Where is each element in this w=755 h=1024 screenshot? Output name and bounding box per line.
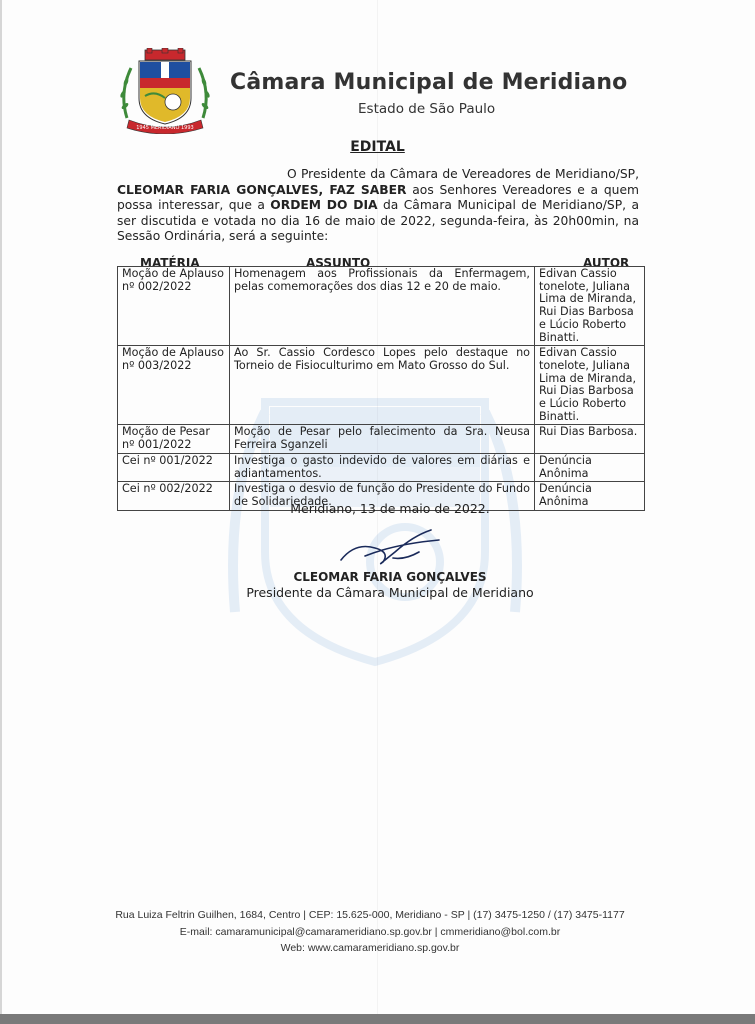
crest-ribbon-text: 1945 MERIDIANO 1993 — [136, 125, 194, 131]
agenda-table — [117, 266, 645, 511]
cell-autor: Denúncia Anônima — [535, 453, 645, 481]
intro-text-3: da Câmara Municipal de Meridiano/SP, a ser discutida e votada no dia 16 de maio de 2022, segunda-feira, às 20h00min, na Sessão Ordinária, será a seguinte: — [117, 198, 639, 243]
cell-assunto: Investiga o gasto indevido de valores em diárias e adiantamentos. — [230, 453, 535, 481]
column-header-autor: AUTOR — [583, 256, 630, 270]
cell-assunto: Moção de Pesar pelo falecimento da Sra. Neusa Ferreira Sganzeli — [230, 425, 535, 453]
org-subtitle: Estado de São Paulo — [358, 101, 496, 117]
cell-materia: Moção de Pesar nº 001/2022 — [118, 425, 230, 453]
table-row — [118, 453, 645, 481]
cell-materia: Moção de Aplauso nº 003/2022 — [118, 346, 230, 425]
intro-text-2: aos Senhores Vereadores e a quem possa interessar, que a — [117, 182, 639, 212]
intro-text-1: O Presidente da Câmara de Vereadores de Meridiano/SP, — [287, 167, 639, 181]
cell-autor: Edivan Cassio tonelote, Juliana Lima de Miranda, Rui Dias Barbosa e Lúcio Roberto Binatti. — [535, 267, 645, 346]
footer-web: Web: www.camarameridiano.sp.gov.br — [280, 942, 460, 954]
intro-paragraph — [117, 167, 639, 245]
signer-role: Presidente da Câmara Municipal de Meridiano — [246, 585, 534, 600]
document-date: Meridiano, 13 de maio de 2022. — [290, 501, 490, 516]
cell-assunto: Homenagem aos Profissionais da Enfermagem, pelas comemorações dos dias 12 e 20 de maio. — [230, 267, 535, 346]
org-title: Câmara Municipal de Meridiano — [230, 70, 628, 95]
table-row — [118, 425, 645, 453]
handwritten-signature — [335, 522, 445, 570]
cell-autor: Rui Dias Barbosa. — [535, 425, 645, 453]
cell-materia: Cei nº 002/2022 — [118, 482, 230, 510]
cell-autor: Denúncia Anônima — [535, 482, 645, 510]
cell-assunto: Ao Sr. Cassio Cordesco Lopes pelo destaque no Torneio de Fisioculturimo em Mato Grosso do Sul. — [230, 346, 535, 425]
column-header-assunto: ASSUNTO — [306, 256, 371, 270]
municipal-crest-icon — [117, 48, 213, 134]
cell-autor: Edivan Cassio tonelote, Juliana Lima de Miranda, Rui Dias Barbosa e Lúcio Roberto Binatti. — [535, 346, 645, 425]
intro-president-name: CLEOMAR FARIA GONÇALVES, FAZ SABER — [117, 182, 407, 197]
table-row — [118, 346, 645, 425]
intro-ordem-do-dia: ORDEM DO DIA — [270, 198, 378, 212]
scan-bottom-edge — [0, 1014, 755, 1024]
cell-materia: Cei nº 001/2022 — [118, 453, 230, 481]
cell-assunto: Investiga o desvio de função do Presidente do Fundo de Solidariedade. — [230, 482, 535, 510]
table-row — [118, 267, 645, 346]
column-header-materia: MATÉRIA — [140, 256, 200, 270]
footer-email: E-mail: camaramunicipal@camarameridiano.sp.gov.br | cmmeridiano@bol.com.br — [179, 926, 561, 938]
document-title: EDITAL — [350, 139, 405, 155]
footer-address: Rua Luiza Feltrin Guilhen, 1684, Centro | CEP: 15.625-000, Meridiano - SP | (17) 3475-1250 / (17) 3475-1177 — [115, 909, 625, 921]
signer-name: CLEOMAR FARIA GONÇALVES — [293, 570, 487, 584]
cell-materia: Moção de Aplauso nº 002/2022 — [118, 267, 230, 346]
